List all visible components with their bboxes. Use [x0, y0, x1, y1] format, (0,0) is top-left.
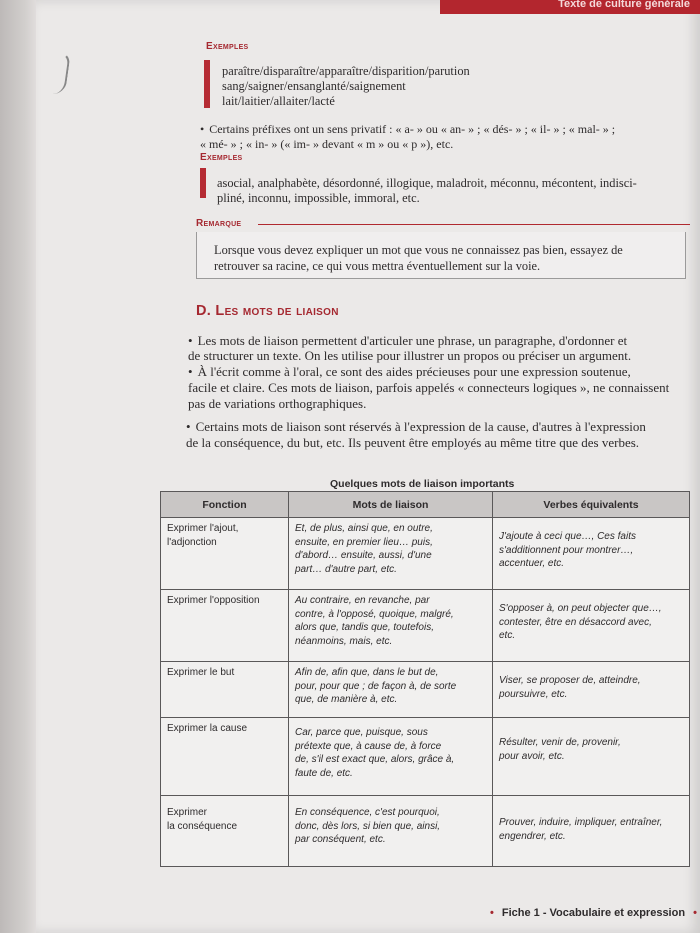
- cell-line: Exprimer l'opposition: [167, 595, 260, 606]
- cell-line: néanmoins, mais, etc.: [295, 635, 393, 647]
- header-verbes: Verbes équivalents: [493, 492, 689, 518]
- cell-line: Exprimer le but: [167, 667, 235, 678]
- cell-line: Exprimer la cause: [167, 723, 248, 734]
- chapter-banner: Texte de culture générale: [440, 0, 700, 14]
- table-row-mots: [289, 796, 493, 866]
- cell-line: Résulter, venir de, provenir,: [499, 737, 621, 748]
- table-row-mots: [289, 718, 493, 796]
- remarque-rule: [258, 224, 690, 225]
- cell-line: s'additionnent pour montrer…,: [499, 544, 634, 556]
- liaison-table: [160, 491, 690, 867]
- paragraph-line: • À l'écrit comme à l'oral, ce sont des aides précieuses pour une expression soutenue,: [188, 364, 696, 380]
- cell-line: donc, dès lors, si bien que, ainsi,: [295, 820, 441, 832]
- remarque-line: Lorsque vous devez expliquer un mot que vous ne connaissez pas bien, essayez de: [214, 243, 623, 257]
- section-title: D. Les mots de liaison: [196, 303, 339, 319]
- cell-line: alors que, tandis que, toutefois,: [295, 622, 434, 633]
- table-row-verbes: [493, 718, 689, 796]
- remarque-line: retrouver sa racine, ce qui vous mettra éventuellement sur la voie.: [214, 259, 541, 273]
- cell-line: par conséquent, etc.: [295, 834, 386, 845]
- table-row-fonction: [161, 518, 289, 590]
- table-row-fonction: [161, 796, 289, 866]
- cell-line: Viser, se proposer de, atteindre,: [499, 675, 641, 686]
- table-row-mots: [289, 518, 493, 590]
- cell-line: Afin de, afin que, dans le but de,: [295, 667, 439, 678]
- table-row-verbes: [493, 662, 689, 718]
- cell-line: faute de, etc.: [295, 767, 353, 779]
- table-row-fonction: [161, 662, 289, 718]
- paragraph-line: • Les mots de liaison permettent d'articuler une phrase, un paragraphe, d'ordonner et: [188, 333, 696, 349]
- table-row-mots: [289, 662, 493, 718]
- header-mots: Mots de liaison: [289, 492, 493, 518]
- cell-line: engendrer, etc.: [499, 830, 566, 842]
- cell-line: d'abord… ensuite, aussi, d'une: [295, 550, 432, 561]
- cell-line: S'opposer à, on peut objecter que…,: [499, 603, 662, 614]
- cell-line: Exprimer l'ajout,: [167, 523, 239, 534]
- cell-line: Exprimer: [167, 807, 208, 818]
- cell-line: J'ajoute à ceci que…, Ces faits: [499, 531, 636, 542]
- table-row-fonction: [161, 590, 289, 662]
- cell-line: Car, parce que, puisque, sous: [295, 727, 428, 738]
- cell-line: contre, à l'opposé, quoique, malgré,: [295, 608, 454, 620]
- exemple-line: sang/saigner/ensanglanté/saignement: [222, 79, 406, 93]
- cell-line: accentuer, etc.: [499, 558, 565, 569]
- exemple-line: pliné, inconnu, impossible, immoral, etc.: [217, 191, 420, 205]
- table-row-verbes: [493, 796, 689, 866]
- table-row-mots: [289, 590, 493, 662]
- exemple-line: lait/laitier/allaiter/lacté: [222, 94, 335, 108]
- paragraph-line: • Certains mots de liaison sont réservés à l'expression de la cause, d'autres à l'expression: [186, 419, 694, 435]
- cell-line: la conséquence: [167, 820, 238, 832]
- cell-line: prétexte que, à cause de, à force: [295, 740, 442, 752]
- cell-line: contester, être en désaccord avec,: [499, 616, 652, 628]
- paragraph-line: de la conséquence, du but, etc. Ils peuvent être employés au même titre que des verbes.: [186, 435, 640, 450]
- table-title: Quelques mots de liaison importants: [330, 478, 515, 490]
- cell-line: poursuivre, etc.: [499, 688, 568, 700]
- cell-line: de, s'il est exact que, alors, grâce à,: [295, 754, 455, 765]
- prefixes-line: • Certains préfixes ont un sens privatif : « a- » ou « an- » ; « dés- » ; « il- » ; « mal- » ;: [200, 122, 615, 136]
- table-row-verbes: [493, 518, 689, 590]
- prefixes-line: « mé- » ; « in- » (« im- » devant « m » ou « p »), etc.: [200, 137, 454, 151]
- cell-line: Et, de plus, ainsi que, en outre,: [295, 523, 433, 534]
- exemples-label: Exemples: [200, 152, 243, 163]
- cell-line: pour avoir, etc.: [499, 750, 565, 762]
- exemple-line: paraître/disparaître/apparaître/disparition/parution: [222, 64, 470, 78]
- exemples-bar: [204, 60, 210, 108]
- cell-line: Prouver, induire, impliquer, entraîner,: [499, 817, 663, 828]
- paragraph-line: de structurer un texte. On les utilise pour illustrer un propos ou préciser un argument.: [188, 348, 632, 363]
- paragraph-line: facile et claire. Ces mots de liaison, parfois appelés « connecteurs logiques », ne connaissent: [188, 380, 670, 395]
- header-fonction: Fonction: [161, 492, 289, 518]
- paragraph-line: pas de variations orthographiques.: [188, 396, 367, 411]
- cell-line: part… d'autre part, etc.: [295, 563, 397, 575]
- exemple-line: asocial, analphabète, désordonné, illogique, maladroit, méconnu, mécontent, indisci-: [217, 176, 637, 190]
- exemples-label: Exemples: [206, 41, 249, 52]
- cell-line: l'adjonction: [167, 536, 217, 548]
- cell-line: pour, pour que ; de façon à, de sorte: [295, 680, 457, 692]
- cell-line: etc.: [499, 630, 516, 641]
- page-gutter: [0, 0, 36, 933]
- remarque-label: Remarque: [196, 218, 242, 229]
- cell-line: En conséquence, c'est pourquoi,: [295, 807, 440, 818]
- cell-line: que, de manière à, etc.: [295, 694, 398, 705]
- cell-line: Au contraire, en revanche, par: [295, 595, 430, 606]
- table-row-verbes: [493, 590, 689, 662]
- table-row-fonction: [161, 718, 289, 796]
- cell-line: ensuite, en premier lieu… puis,: [295, 536, 433, 548]
- page-footer: • Fiche 1 - Vocabulaire et expression •: [490, 907, 697, 919]
- exemples-bar: [200, 168, 206, 198]
